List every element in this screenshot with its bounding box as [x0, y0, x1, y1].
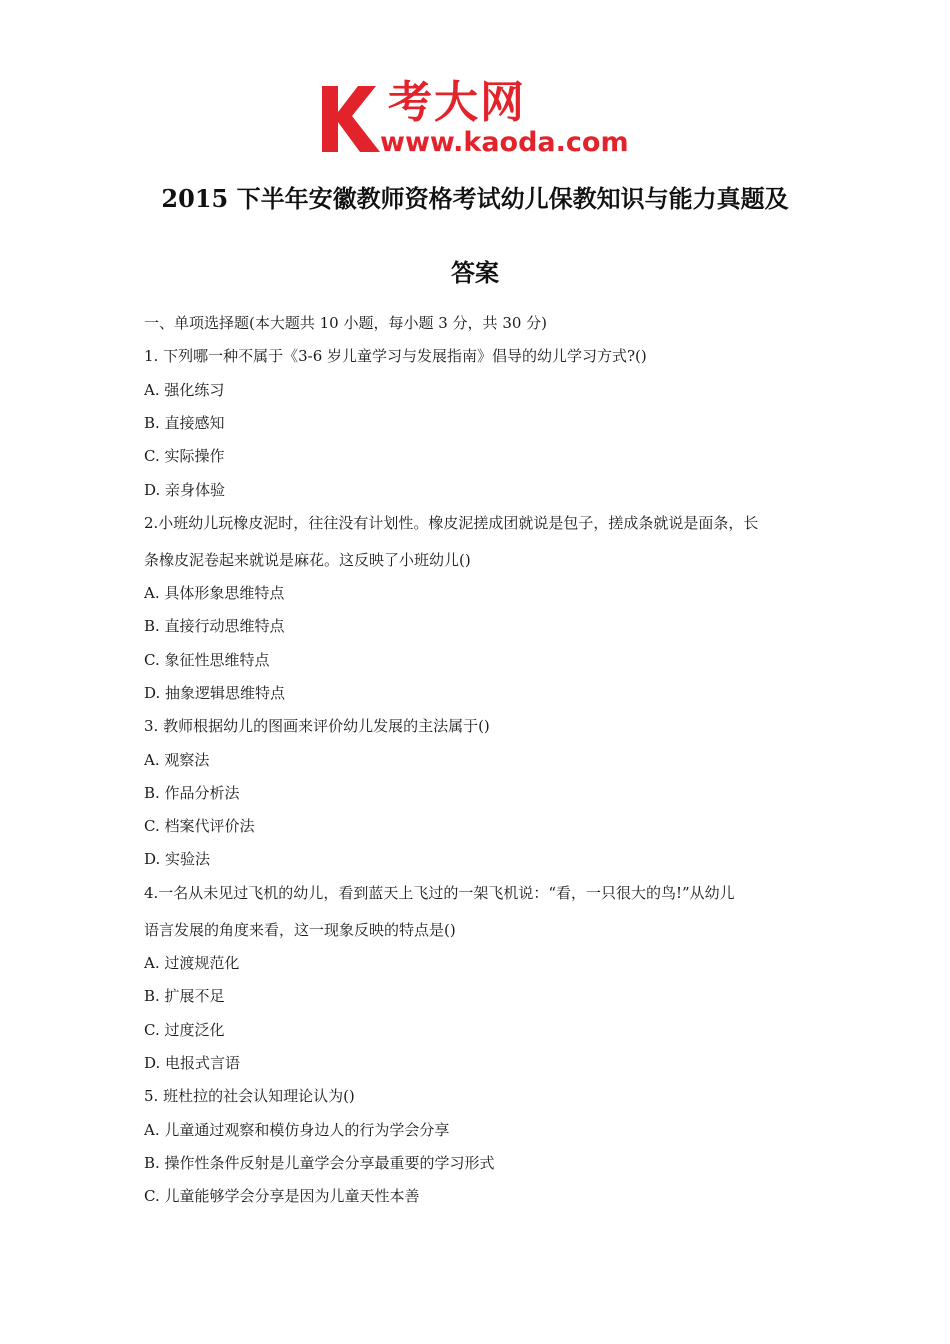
- question-text: 条橡皮泥卷起来就说是麻花。这反映了小班幼儿(): [144, 551, 471, 569]
- answer-option: C. 象征性思维特点: [144, 651, 270, 669]
- question-text: 1. 下列哪一种不属于《3-6 岁儿童学习与发展指南》倡导的幼儿学习方式?(): [144, 347, 647, 365]
- question-text: 3. 教师根据幼儿的图画来评价幼儿发展的主法属于(): [144, 717, 490, 735]
- question-text: 4.一名从未见过飞机的幼儿，看到蓝天上飞过的一架飞机说：“看，一只很大的鸟!”从幼儿: [144, 884, 735, 902]
- answer-option: A. 观察法: [144, 751, 210, 769]
- answer-option: B. 直接行动思维特点: [144, 617, 285, 635]
- answer-option: D. 电报式言语: [144, 1054, 241, 1072]
- logo-k-mark: [318, 82, 388, 154]
- answer-option: B. 扩展不足: [144, 987, 225, 1005]
- answer-option: A. 具体形象思维特点: [144, 584, 285, 602]
- question-text: 2.小班幼儿玩橡皮泥时，往往没有计划性。橡皮泥搓成团就说是包子，搓成条就说是面条，长: [144, 514, 759, 532]
- logo-brand-name: 考大网: [388, 77, 526, 128]
- answer-option: A. 过渡规范化: [144, 954, 240, 972]
- answer-option: A. 强化练习: [144, 381, 225, 399]
- question-text: 语言发展的角度来看，这一现象反映的特点是(): [144, 921, 456, 939]
- answer-option: C. 过度泛化: [144, 1021, 225, 1039]
- answer-option: D. 抽象逻辑思维特点: [144, 684, 286, 702]
- document-title-line-2: 答案: [451, 258, 499, 287]
- answer-option: D. 实验法: [144, 850, 211, 868]
- answer-option: C. 儿童能够学会分享是因为儿童天性本善: [144, 1187, 420, 1205]
- answer-option: B. 操作性条件反射是儿童学会分享最重要的学习形式: [144, 1154, 495, 1172]
- answer-option: B. 直接感知: [144, 414, 225, 432]
- logo-url: www.kaoda.com: [380, 127, 629, 158]
- answer-option: D. 亲身体验: [144, 481, 226, 499]
- question-text: 5. 班杜拉的社会认知理论认为(): [144, 1087, 355, 1105]
- answer-option: C. 档案代评价法: [144, 817, 255, 835]
- document-title-line-1: 2015 下半年安徽教师资格考试幼儿保教知识与能力真题及: [161, 184, 789, 213]
- answer-option: C. 实际操作: [144, 447, 225, 465]
- answer-option: B. 作品分析法: [144, 784, 240, 802]
- kaoda-logo: [318, 78, 638, 160]
- section-heading: 一、单项选择题(本大题共 10 小题，每小题 3 分，共 30 分): [144, 314, 548, 332]
- answer-option: A. 儿童通过观察和模仿身边人的行为学会分享: [144, 1121, 450, 1139]
